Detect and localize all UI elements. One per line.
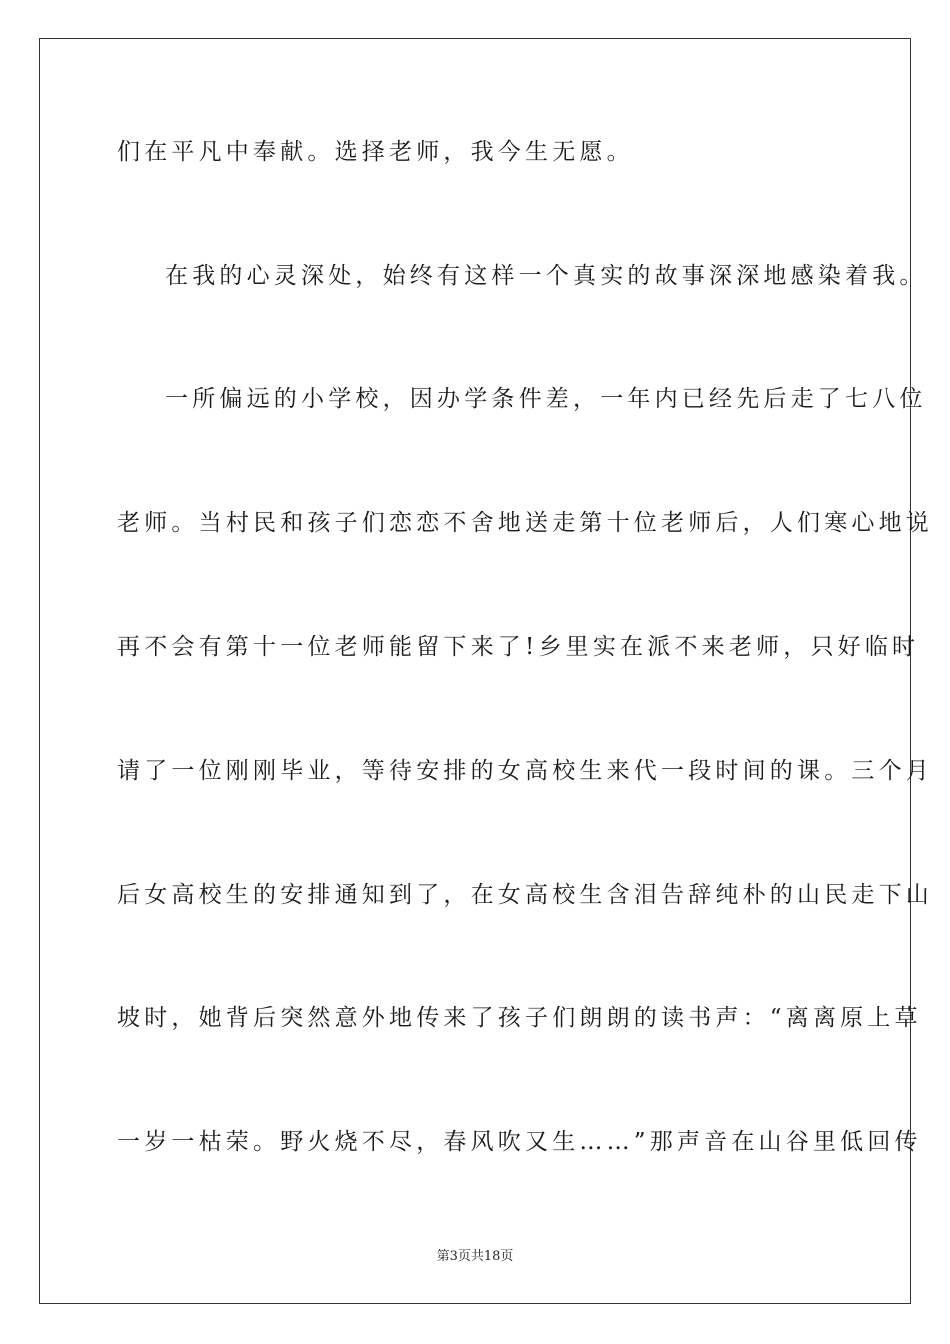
text-line-4: 老师。当村民和孩子们恋恋不舍地送走第十位老师后，人们寒心地说	[117, 510, 933, 536]
text-line-8: 坡时，她背后突然意外地传来了孩子们朗朗的读书声：“离离原上草	[117, 1005, 922, 1031]
page-border	[39, 38, 933, 1304]
text-line-2: 在我的心灵深处，始终有这样一个真实的故事深深地感染着我。	[165, 263, 927, 289]
page-footer	[0, 1248, 950, 1266]
page-number: 第3页	[436, 1249, 471, 1264]
text-line-9: 一岁一枯荣。野火烧不尽，春风吹又生……”那声音在山谷里低回传	[117, 1129, 922, 1155]
text-line-6: 请了一位刚刚毕业，等待安排的女高校生来代一段时间的课。三个月	[117, 758, 933, 784]
text-line-3: 一所偏远的小学校，因办学条件差，一年内已经先后走了七八位	[165, 386, 927, 412]
text-line-5: 再不会有第十一位老师能留下来了!乡里实在派不来老师，只好临时	[117, 634, 920, 660]
page-total: 共18页	[470, 1249, 514, 1264]
text-line-7: 后女高校生的安排通知到了，在女高校生含泪告辞纯朴的山民走下山	[117, 882, 933, 908]
text-line-1: 们在平凡中奉献。选择老师，我今生无愿。	[117, 139, 634, 165]
